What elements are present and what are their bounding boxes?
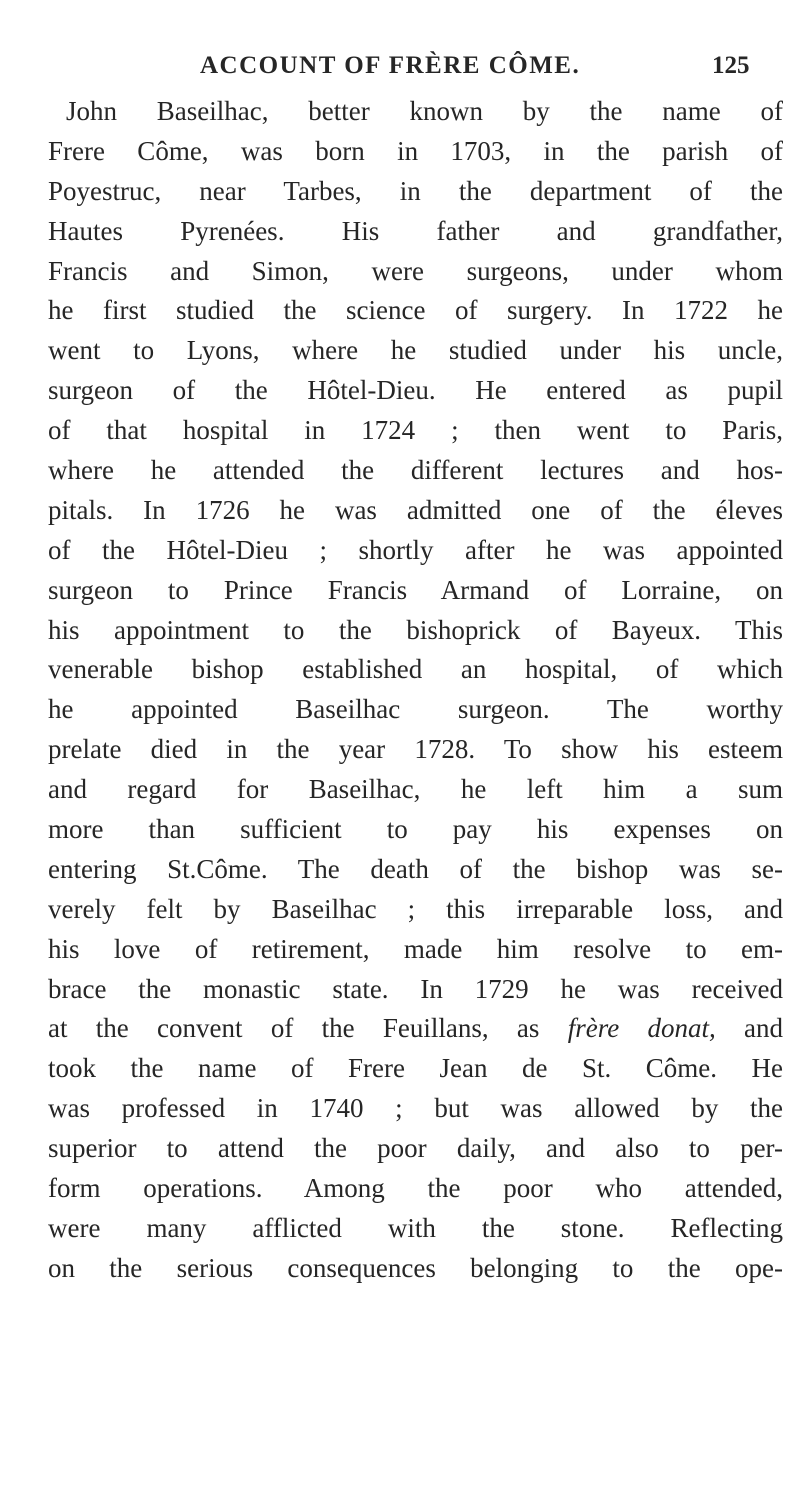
text-line: he first studied the science of surgery. In 1722 he bbox=[48, 295, 783, 326]
text-line: brace the monastic state. In 1729 he was received bbox=[48, 973, 783, 1004]
running-header bbox=[0, 52, 800, 86]
text-line: of that hospital in 1724 ; then went to Paris, bbox=[48, 415, 783, 446]
text-line: and regard for Baseilhac, he left him a sum bbox=[48, 774, 783, 805]
text-line: on the serious consequences belonging to the ope- bbox=[48, 1252, 783, 1283]
text-line: surgeon to Prince Francis Armand of Lorraine, on bbox=[48, 574, 783, 605]
text-line: more than sufficient to pay his expenses on bbox=[48, 814, 783, 845]
line-segment: and bbox=[715, 1013, 784, 1044]
text-line: Hautes Pyrenées. His father and grandfather, bbox=[48, 215, 783, 246]
text-line: he appointed Baseilhac surgeon. The worthy bbox=[48, 694, 783, 725]
text-line: form operations. Among the poor who attended, bbox=[48, 1173, 783, 1204]
text-line: venerable bishop established an hospital, of which bbox=[48, 654, 783, 685]
text-line: prelate died in the year 1728. To show his esteem bbox=[48, 734, 783, 765]
italic-phrase: frère donat, bbox=[567, 1013, 716, 1044]
text-line: of the Hôtel-Dieu ; shortly after he was appointed bbox=[48, 534, 783, 565]
text-line: his appointment to the bishoprick of Bayeux. This bbox=[48, 614, 783, 645]
text-line: verely felt by Baseilhac ; this irreparable loss, and bbox=[48, 893, 783, 924]
running-title: ACCOUNT OF FRÈRE CÔME. bbox=[200, 52, 581, 79]
text-line: went to Lyons, where he studied under his uncle, bbox=[48, 335, 783, 366]
text-line: surgeon of the Hôtel-Dieu. He entered as pupil bbox=[48, 375, 783, 406]
text-line: Francis and Simon, were surgeons, under whom bbox=[48, 255, 783, 286]
text-line: his love of retirement, made him resolve to em- bbox=[48, 933, 783, 964]
text-line: Frere Côme, was born in 1703, in the parish of bbox=[48, 135, 783, 166]
text-line: Poyestruc, near Tarbes, in the department of the bbox=[48, 175, 783, 206]
line-segment: at the convent of the Feuillans, as bbox=[48, 1013, 568, 1044]
text-line-with-italic bbox=[48, 1009, 783, 1049]
text-line: entering St.Côme. The death of the bishop was se- bbox=[48, 853, 783, 884]
page-number: 125 bbox=[712, 52, 750, 79]
text-line: John Baseilhac, better known by the name of bbox=[66, 96, 783, 126]
text-line: was professed in 1740 ; but was allowed by the bbox=[48, 1093, 783, 1124]
body-text bbox=[48, 92, 783, 1289]
text-line: pitals. In 1726 he was admitted one of the éleves bbox=[48, 494, 783, 525]
text-line: where he attended the different lectures and hos- bbox=[48, 455, 783, 486]
text-line: took the name of Frere Jean de St. Côme. He bbox=[48, 1053, 783, 1084]
text-line: superior to attend the poor daily, and also to per- bbox=[48, 1133, 783, 1164]
text-line: were many afflicted with the stone. Reflecting bbox=[48, 1212, 783, 1243]
